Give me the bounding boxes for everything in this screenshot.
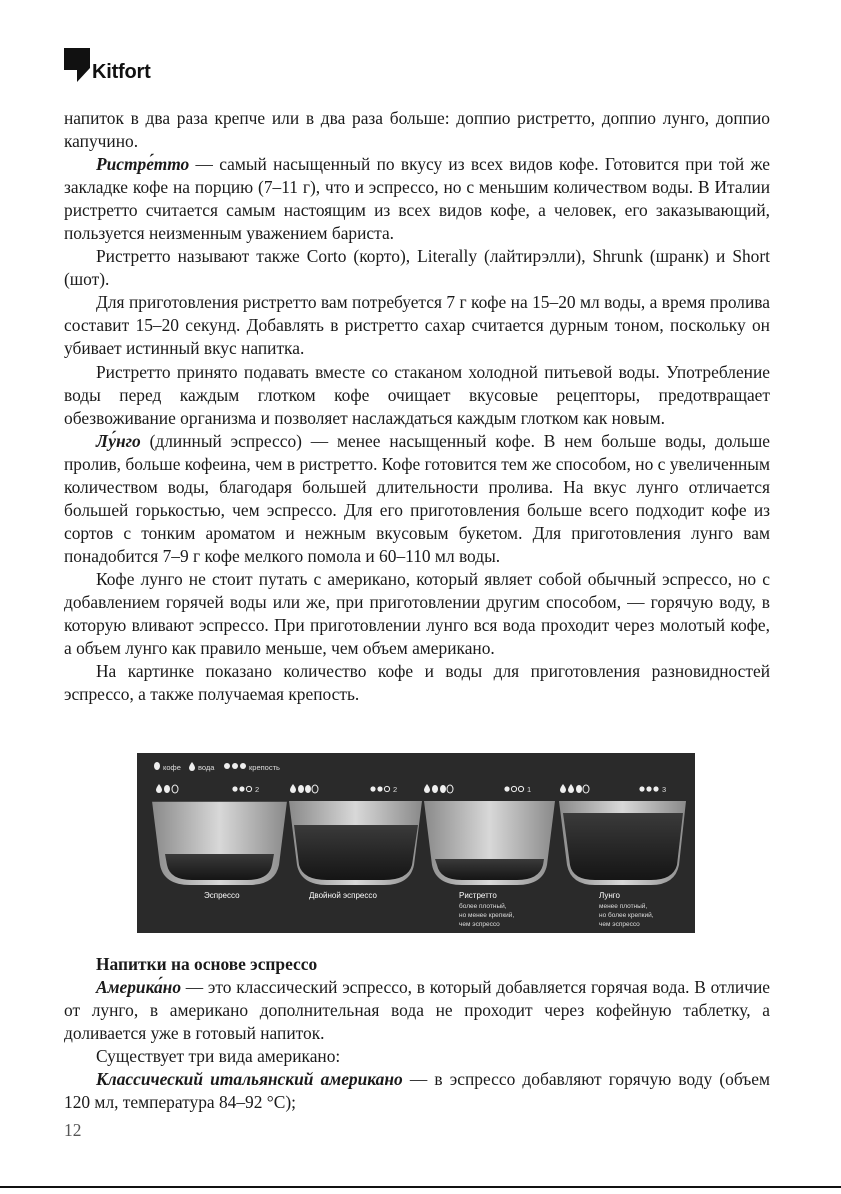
cup-double-espresso	[289, 784, 422, 900]
term-lungo: Лу́нго	[96, 430, 141, 451]
cup-note: но менее крепкий,	[459, 912, 515, 919]
cup-note: но более крепкий,	[599, 912, 654, 919]
term-americano: Америка́но	[96, 977, 182, 998]
paragraph-text: — самый насыщенный по вкусу из всех видов кофе. Готовится при той же закладке кофе на порцию (7–11 г), что и эспрессо, но с меньшим количеством воды. В Италии ристретто считается самым настоящим из всех видов кофе, а человек, его заказывающий, пользуется неизменным уважением бариста.	[64, 154, 770, 244]
brand-name: Kitfort	[92, 61, 151, 83]
cup-note: чем эспрессо	[599, 921, 640, 928]
paragraph-ristretto	[64, 153, 770, 245]
coffee-level	[563, 813, 683, 880]
paragraph: напиток в два раза крепче или в два раза больше: доппио ристретто, доппио лунго, доппио капучино.	[64, 108, 770, 152]
page-number: 12	[64, 1120, 82, 1140]
cup-label: Эспрессо	[204, 891, 240, 900]
water-legend-icon	[189, 762, 195, 771]
paragraph: На картинке показано количество кофе и воды для приготовления разновидностей эспрессо, а также получаемая крепость.	[64, 661, 770, 705]
term-ristretto: Ристре́тто	[96, 154, 190, 175]
kitfort-logo-icon	[64, 48, 90, 82]
paragraph-text: — в эспрессо добавляют горячую воду (объем 120 мл, температура 84–92 °C);	[64, 1069, 771, 1113]
coffee-water-icon	[290, 784, 318, 793]
cup-label: Ристретто	[459, 891, 497, 900]
section-heading: Напитки на основе эспрессо	[96, 954, 318, 974]
cup-note: более плотный,	[459, 903, 507, 910]
espresso-comparison-figure	[137, 753, 695, 933]
cup-label: Двойной эспрессо	[309, 891, 377, 900]
cup-ristretto	[424, 784, 555, 928]
strength-value: 1	[527, 785, 532, 794]
coffee-water-icon	[424, 784, 453, 793]
strength-dots-icon	[232, 786, 251, 791]
strength-value: 2	[393, 785, 398, 794]
cup-note: чем эспрессо	[459, 921, 500, 928]
coffee-water-icon	[156, 784, 178, 793]
paragraph: Ристретто принято подавать вместе со стаканом холодной питьевой воды. Употребление воды перед каждым глотком кофе очищает вкусовые рецепторы, предотвращает обезвоживание организма и позволяет наслаждаться каждым глотком как новым.	[64, 361, 770, 428]
paragraph: Для приготовления ристретто вам потребуется 7 г кофе на 15–20 мл воды, а время пролива составит 15–20 секунд. Добавлять в ристретто сахар считается дурным тоном, поскольку он убивает истинный вкус напитка.	[64, 292, 770, 359]
paragraph: Существует три вида американо:	[96, 1046, 341, 1067]
legend	[154, 762, 280, 772]
body-text	[64, 107, 770, 706]
paragraph: Ристретто называют также Corto (корто), Literally (лайтирэлли), Shrunk (шранк) и Short (шот).	[64, 246, 770, 290]
cup-note: менее плотный,	[599, 903, 648, 910]
legend-water: вода	[198, 763, 215, 772]
body-text-continued	[64, 953, 770, 1114]
cup-lungo	[559, 784, 686, 928]
strength-value: 3	[662, 785, 667, 794]
paragraph-americano	[64, 976, 770, 1045]
strength-dots-icon	[370, 786, 389, 791]
strength-dots-icon	[504, 786, 523, 791]
term-classic-americano: Классический итальянский американо	[96, 1069, 403, 1090]
footer-divider	[0, 1186, 841, 1188]
paragraph-text: — это классический эспрессо, в который добавляется горячая вода. В отличие от лунго, в американо дополнительная вода не проходит через кофейную таблетку, а доливается уже в готовый напиток.	[64, 977, 770, 1044]
paragraph-classic-americano	[64, 1068, 770, 1114]
legend-coffee: кофе	[163, 763, 181, 772]
paragraph-text: (длинный эспрессо) — менее насыщенный кофе. В нем больше воды, дольше пролив, больше кофеина, чем в ристретто. Кофе готовится тем же способом, но с увеличенным количеством воды, благодаря большей длительности пролива. На вкус лунго отличается большей горькостью, чем эспрессо. Для его приготовления больше всего подходит кофе из сортов с тонким ароматом и нежным вкусовым букетом. Для приготовления лунго вам понадобится 7–9 г кофе мелкого помола и 60–110 мл воды.	[64, 430, 770, 566]
cup-espresso	[152, 784, 287, 900]
strength-value: 2	[255, 785, 260, 794]
cup-label: Лунго	[599, 891, 620, 900]
coffee-level	[165, 854, 274, 880]
brand-logo	[64, 48, 151, 82]
coffee-level	[294, 825, 418, 880]
coffee-level	[435, 859, 544, 880]
coffee-water-icon	[560, 784, 589, 793]
strength-legend-icon	[224, 763, 246, 769]
paragraph: Кофе лунго не стоит путать с американо, который являет собой обычный эспрессо, но с добавлением горячей воды или же, при приготовлении другим способом, — горячую воду, в которую вливают эспрессо. При приготовлении лунго вся вода проходит через молотый кофе, а объем лунго как правило меньше, чем объем американо.	[64, 568, 770, 659]
coffee-legend-icon	[154, 762, 160, 770]
legend-strength: крепость	[249, 763, 280, 772]
cups-illustration	[137, 753, 695, 933]
strength-dots-icon	[639, 786, 658, 791]
paragraph-lungo	[64, 430, 770, 568]
